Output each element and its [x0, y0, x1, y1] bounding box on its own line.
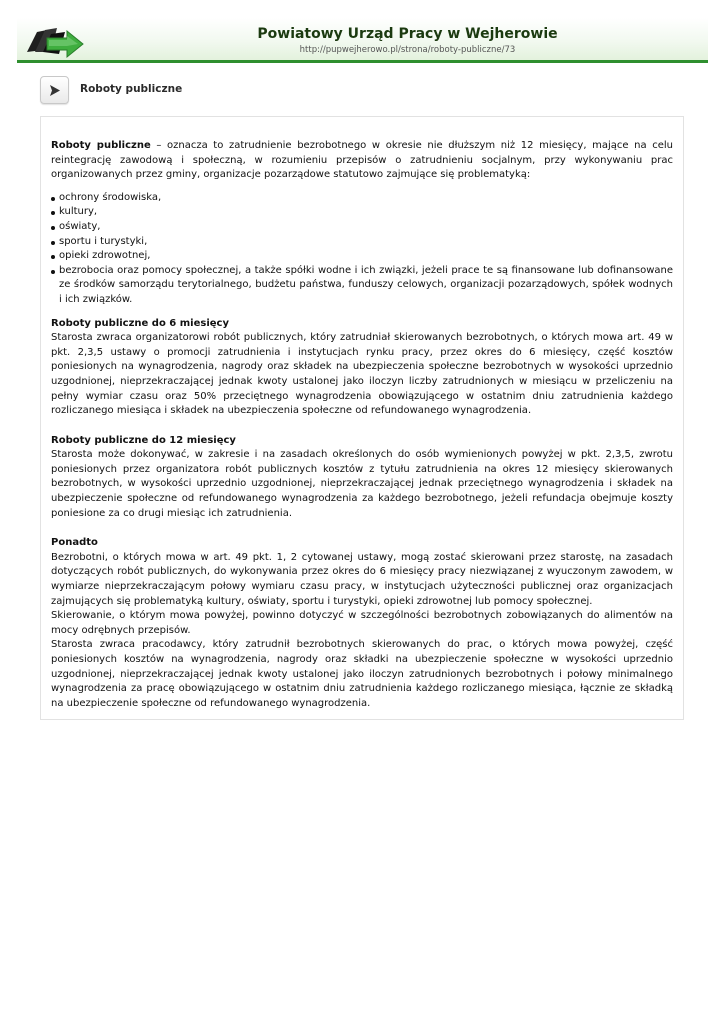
list-item: oświaty, — [51, 220, 673, 235]
list-item: sportu i turystyki, — [51, 235, 673, 250]
intro-paragraph — [51, 139, 673, 183]
list-item: bezrobocia oraz pomocy społecznej, a także spółki wodne i ich związki, jeżeli prace te są finansowane lub dofinansowane ze środków samorządu terytorialnego, budżetu państwa, funduszy celowych, organizacji pozarządowych, spółek wodnych i ich związków. — [51, 264, 673, 308]
page-title: Roboty publiczne — [80, 83, 183, 95]
section-title-12-months: Roboty publiczne do 12 miesięcy — [51, 434, 236, 446]
section-title-moreover: Ponadto — [51, 537, 98, 549]
problem-areas-list — [51, 191, 673, 308]
intro-text: – oznacza to zatrudnienie bezrobotnego w okresie nie dłuższym niż 12 miesięcy, mające na celu reintegrację zawodową i społeczną, w rozumieniu przepisów o zatrudnieniu socjalnym, przy wykonywaniu prac organizowanych przez gminy, organizacje pozarządowe statutowo zajmujące się problematyką: — [51, 140, 673, 181]
moreover-paragraph: Skierowanie, o którym mowa powyżej, powinno dotyczyć w szczególności bezrobotnych zobowiązanych do alimentów na mocy odrębnych przepisów. — [51, 610, 673, 636]
list-item: ochrony środowiska, — [51, 191, 673, 206]
site-header — [17, 18, 708, 63]
section-text-6-months: Starosta zwraca organizatorowi robót publicznych, który zatrudniał skierowanych bezrobotnych, o których mowa art. 49 w pkt. 2,3,5 ustawy o promocji zatrudnienia i instytucjach rynku pracy, przez okres do 6 miesięcy, część kosztów poniesionych na wynagrodzenia, nagrody oraz składek na ubezpieczenia społeczne bezrobotnych w wysokości uprzednio uzgodnionej, nieprzekraczającej jednak kwoty ustalonej jako iloczyn liczby zatrudnionych w miesiącu w przeliczeniu na pełny wymiar czasu oraz 50% przeciętnego wynagrodzenia obowiązującego w ostatnim dniu zatrudnienia każdego rozliczanego miesiąca i składek na ubezpieczenia społeczne od refundowanego wynagrodzenia. — [51, 332, 673, 417]
list-item: kultury, — [51, 205, 673, 220]
article-content — [40, 116, 684, 720]
section-title-6-months: Roboty publiczne do 6 miesięcy — [51, 317, 229, 329]
site-title: Powiatowy Urząd Pracy w Wejherowie — [257, 26, 558, 42]
moreover-paragraph: Bezrobotni, o których mowa w art. 49 pkt. 1, 2 cytowanej ustawy, mogą zostać skierowani przez starostę, na zasadach dotyczących robót publicznych, do wykonywania przez okres do 6 miesięcy pracy niezwiązanej z wyuczonym zawodem, w wymiarze nieprzekraczającym połowy wymiaru czasu pracy, w instytucjach użyteczności publicznej oraz organizacjach zajmujących się problematyką kultury, oświaty, sportu i turystyki, opieki zdrowotnej lub pomocy społecznej. — [51, 551, 673, 607]
section-text-12-months: Starosta może dokonywać, w zakresie i na zasadach określonych do osób wymienionych powyżej w pkt. 2,3,5, zwrotu poniesionych przez organizatora robót publicznych kosztów z tytułu zatrudnienia na okres 12 miesięcy skierowanych bezrobotnych, w wysokości uprzednio uzgodnionej, nieprzekraczającej jednak przeciętnego wynagrodzenia i składek na ubezpieczenie społeczne od refundowanego wynagrodzenia za każdego bezrobotnego, jeżeli refundacja obejmuje koszty poniesione za co drugi miesiąc ich zatrudnienia. — [51, 449, 673, 519]
list-item: opieki zdrowotnej, — [51, 249, 673, 264]
page-url: http://pupwejherowo.pl/strona/roboty-publiczne/73 — [299, 45, 516, 55]
arrow-right-icon — [40, 76, 69, 104]
moreover-paragraph: Starosta zwraca pracodawcy, który zatrudnił bezrobotnych skierowanych do prac, o których mowa powyżej, część poniesionych kosztów na wynagrodzenia, nagrody oraz składki na ubezpieczenie społeczne w wysokości uprzednio uzgodnionej, nieprzekraczającej jednak kwoty ustalonej jako iloczyn zatrudnionych bezrobotnych i połowy minimalnego wynagrodzenia za pracę obowiązującego w ostatnim dniu zatrudnienia każdego rozliczanego miesiąca, łącznie ze składką na ubezpieczenie społeczne od refundowanego wynagrodzenia. — [51, 639, 673, 709]
logo-arrows-icon[interactable] — [25, 22, 85, 60]
page-heading — [40, 76, 440, 106]
intro-term: Roboty publiczne — [51, 140, 151, 151]
